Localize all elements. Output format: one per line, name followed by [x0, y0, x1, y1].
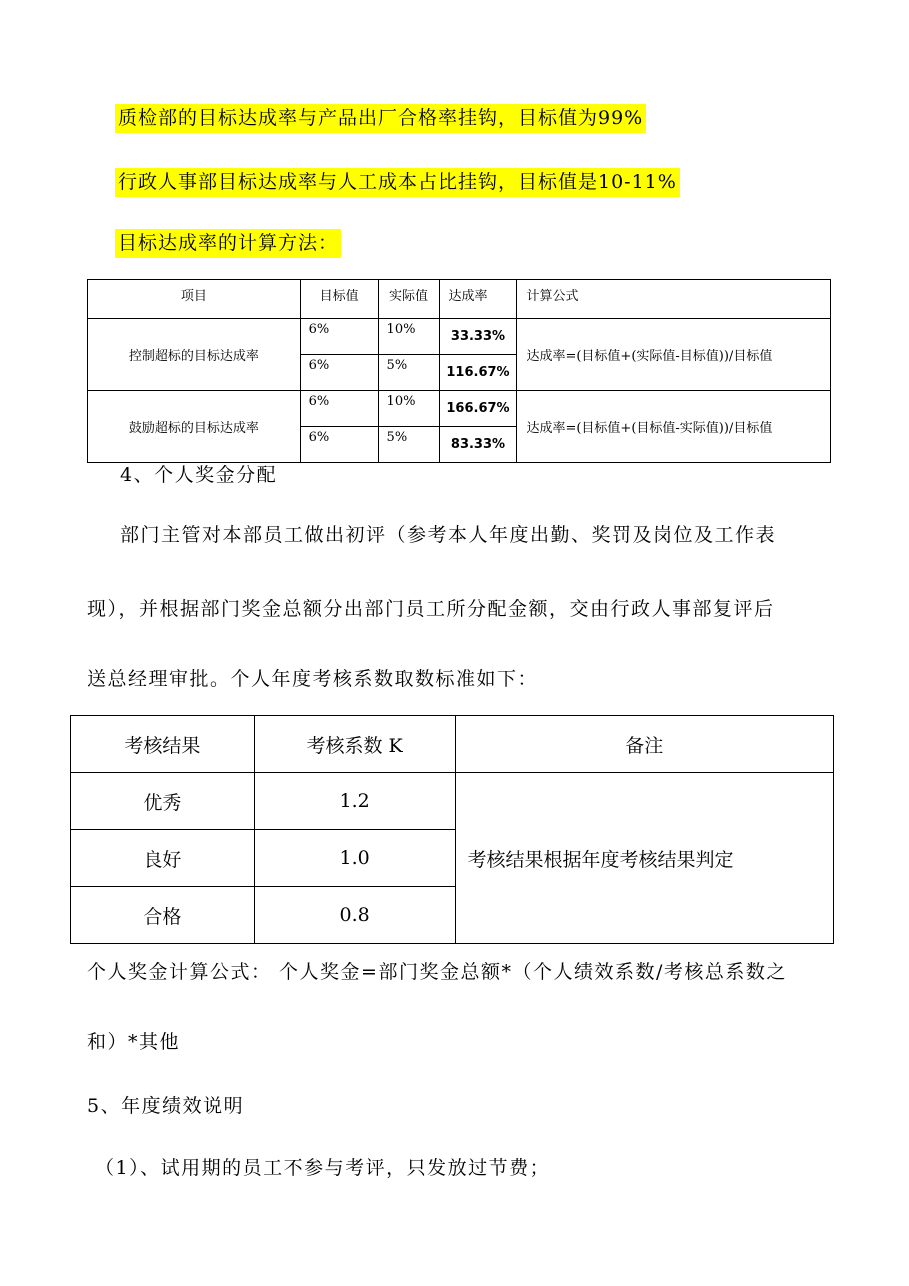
- result-cell: 良好: [71, 830, 255, 887]
- group-name: 控制超标的目标达成率: [88, 319, 301, 391]
- coefficient-table: [70, 715, 834, 944]
- target-value: 6%: [300, 319, 378, 355]
- target-value: 6%: [300, 427, 378, 463]
- formula-cell: 达成率=(目标值+(目标值-实际值))/目标值: [517, 391, 831, 463]
- section-4-title: 4、个人奖金分配: [120, 464, 278, 486]
- formula-line-2: 和）*其他: [87, 1031, 181, 1053]
- result-cell: 优秀: [71, 773, 255, 830]
- table-header-row: [71, 716, 834, 773]
- table-header-row: [88, 280, 831, 319]
- actual-value: 5%: [378, 427, 439, 463]
- result-cell: 合格: [71, 887, 255, 944]
- section-5-title: 5、年度绩效说明: [87, 1095, 245, 1117]
- rate-value: 83.33%: [439, 427, 517, 463]
- target-value: 6%: [300, 391, 378, 427]
- header-target: 目标值: [300, 280, 378, 319]
- header-item: 项目: [88, 280, 301, 319]
- section-4-line-1: 部门主管对本部员工做出初评（参考本人年度出勤、奖罚及岗位及工作表: [120, 524, 777, 546]
- highlight-line-3: 目标达成率的计算方法：: [115, 229, 341, 258]
- note-cell: 考核结果根据年度考核结果判定: [455, 773, 834, 944]
- table-row: [88, 319, 831, 355]
- actual-value: 5%: [378, 355, 439, 391]
- coefficient-cell: 0.8: [254, 887, 455, 944]
- header-rate: 达成率: [439, 280, 517, 319]
- header-coefficient: 考核系数 K: [254, 716, 455, 773]
- section-5-item-1: （1）、试用期的员工不参与考评，只发放过节费；: [95, 1157, 551, 1179]
- section-4-line-3: 送总经理审批。个人年度考核系数取数标准如下：: [87, 668, 539, 690]
- formula-cell: 达成率=(目标值+(实际值-目标值))/目标值: [517, 319, 831, 391]
- section-4-line-2: 现），并根据部门奖金总额分出部门员工所分配金额，交由行政人事部复评后: [87, 598, 775, 620]
- header-result: 考核结果: [71, 716, 255, 773]
- table-row: [71, 773, 834, 830]
- header-note: 备注: [455, 716, 834, 773]
- highlight-line-1: 质检部的目标达成率与产品出厂合格率挂钩，目标值为99%: [115, 104, 646, 133]
- rate-value: 166.67%: [439, 391, 517, 427]
- highlight-line-2: 行政人事部目标达成率与人工成本占比挂钩，目标值是10-11%: [115, 168, 680, 197]
- header-formula: 计算公式: [517, 280, 831, 319]
- actual-value: 10%: [378, 391, 439, 427]
- coefficient-cell: 1.0: [254, 830, 455, 887]
- actual-value: 10%: [378, 319, 439, 355]
- coefficient-cell: 1.2: [254, 773, 455, 830]
- table-row: [88, 391, 831, 427]
- target-value: 6%: [300, 355, 378, 391]
- target-rate-table: [87, 279, 831, 463]
- header-actual: 实际值: [378, 280, 439, 319]
- rate-value: 33.33%: [439, 319, 517, 355]
- formula-line-1: 个人奖金计算公式： 个人奖金=部门奖金总额*（个人绩效系数/考核总系数之: [87, 961, 787, 983]
- rate-value: 116.67%: [439, 355, 517, 391]
- group-name: 鼓励超标的目标达成率: [88, 391, 301, 463]
